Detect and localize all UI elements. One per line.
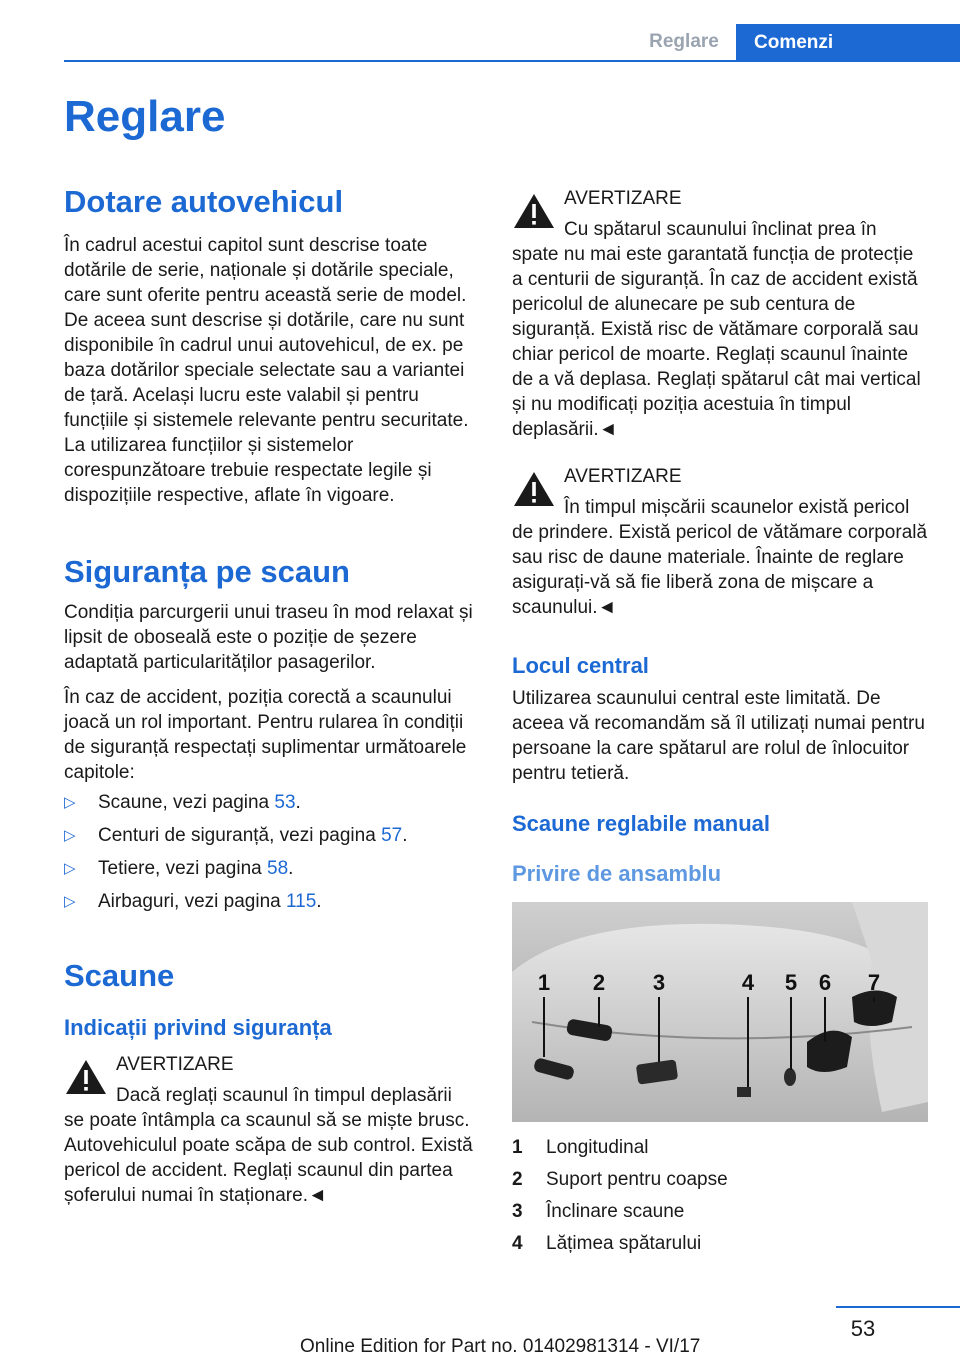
page-title: Reglare (64, 92, 226, 141)
page-link-57[interactable]: 57 (381, 825, 403, 846)
warning-first-line: Cu spătarul scaunului înclinat prea în (564, 219, 877, 240)
warning-first-line: În timpul mișcării scaunelor există pericol (564, 497, 910, 518)
warning-text: spate nu mai este garantată funcția de protecție a centurii de siguranță. În caz de accident există pericolul de alunecare pe sub centura de siguranță. Există risc de vătămare corporală sau chiar pericol de moarte. Reglați scaunul înainte de a vă deplasa. Reglați spătarul cât mai vertical și nu modificați poziția acestuia în timpul deplasării.◄ (512, 244, 921, 440)
bullet-end: . (295, 792, 301, 813)
bullet-end: . (402, 825, 408, 846)
bullet-item-airbaguri (64, 889, 480, 914)
triangle-bullet-icon: ▷ (64, 860, 76, 877)
bullet-text: Airbaguri, vezi pagina (98, 891, 286, 912)
photo-label-7: 7 (867, 970, 881, 995)
photo-label-5: 5 (784, 970, 798, 995)
warning-block-3 (512, 464, 928, 624)
seat-controls-photo (512, 902, 928, 1122)
section-title-scaune-reglabile: Scaune reglabile manual (512, 811, 770, 836)
warning-block-1 (64, 1052, 480, 1206)
tab-reglare[interactable]: Reglare (649, 31, 719, 52)
legend-number: 4 (512, 1233, 523, 1254)
legend-label: Suport pentru coapse (546, 1169, 728, 1190)
warning-text: de prindere. Există pericol de vătămare corporală sau risc de daune materiale. Înainte de reglare asigurați-vă să fie liberă zona de mișcare a scaunului.◄ (512, 522, 928, 618)
tab-comenzi[interactable]: Comenzi (736, 24, 960, 62)
bullet-end: . (316, 891, 322, 912)
triangle-bullet-icon: ▷ (64, 794, 76, 811)
warning-triangle-icon (512, 470, 556, 508)
footer-rule (836, 1306, 960, 1308)
legend-label: Înclinare scaune (546, 1201, 685, 1222)
legend-item-1 (512, 1134, 928, 1162)
photo-label-3: 3 (652, 970, 666, 995)
legend-number: 2 (512, 1169, 523, 1190)
legend-item-4 (512, 1230, 928, 1258)
section-title-siguranta: Siguranța pe scaun (64, 554, 350, 589)
header-rule (64, 60, 960, 62)
subsection-title-privire: Privire de ansamblu (512, 861, 722, 886)
bullet-item-scaune (64, 790, 480, 815)
photo-label-4: 4 (741, 970, 755, 995)
locul-central-body: Utilizarea scaunului central este limitată. De aceea vă recomandăm să îl utilizați numai pentru persoane la care spătarul are rolul de înlocuitor pentru tetieră. (512, 688, 925, 784)
subsection-title-indicatii: Indicații privind siguranța (64, 1015, 332, 1040)
section-title-scaune: Scaune (64, 958, 175, 993)
legend-item-3 (512, 1198, 928, 1226)
warning-block-2 (512, 186, 928, 446)
page-number: 53 (850, 1316, 876, 1341)
siguranta-paragraph-1: Condiția parcurgerii unui traseu în mod relaxat și lipsit de oboseală este o poziție de șezere adaptată particularităților pasagerilor. (64, 602, 473, 673)
triangle-bullet-icon: ▷ (64, 893, 76, 910)
footer-edition: Online Edition for Part no. 01402981314 - VI/17 (300, 1336, 701, 1357)
warning-triangle-icon (64, 1058, 108, 1096)
section-body-dotare: În cadrul acestui capitol sunt descrise toate dotările de serie, naționale și dotările speciale, care sunt oferite pentru această serie de model. De aceea sunt descrise și dotările, care nu sunt disponibile în cadrul unui autovehicul, de ex. pe baza dotărilor speciale selectate sau a variantei de țară. Același lucru este valabil și pentru funcțiile și sistemele relevante pentru securitate. La utilizarea funcțiilor și sistemelor corespunzătoare trebuie respectate legile și dispozițiile respective, aflate în vigoare. (64, 235, 469, 506)
section-title-dotare: Dotare autovehicul (64, 184, 344, 219)
warning-text: se poate întâmpla ca scaunul să se miște brusc. Autovehiculul poate scăpa de sub control. Există pericol de accident. Reglați scaunul din partea șoferului numai în staționare.◄ (64, 1110, 473, 1206)
page-link-58[interactable]: 58 (267, 858, 289, 879)
bullet-text: Centuri de siguranță, vezi pagina (98, 825, 382, 846)
legend-label: Longitudinal (546, 1137, 649, 1158)
warning-triangle-icon (512, 192, 556, 230)
photo-label-6: 6 (818, 970, 832, 995)
legend-number: 1 (512, 1137, 523, 1158)
warning-heading: AVERTIZARE (564, 466, 682, 487)
page-link-53[interactable]: 53 (274, 792, 296, 813)
bullet-end: . (288, 858, 294, 879)
page-link-115[interactable]: 115 (286, 891, 317, 912)
bullet-text: Tetiere, vezi pagina (98, 858, 267, 879)
photo-label-2: 2 (592, 970, 606, 995)
warning-first-line: Dacă reglați scaunul în timpul deplasării (116, 1085, 452, 1106)
bullet-item-centuri (64, 823, 480, 848)
photo-label-1: 1 (537, 970, 551, 995)
section-title-locul-central: Locul central (512, 653, 649, 678)
legend-number: 3 (512, 1201, 523, 1222)
triangle-bullet-icon: ▷ (64, 827, 76, 844)
legend-label: Lățimea spătarului (546, 1233, 702, 1254)
bullet-item-tetiere (64, 856, 480, 881)
siguranta-paragraph-2: În caz de accident, poziția corectă a scaunului joacă un rol important. Pentru rularea în condiții de siguranță respectați suplimentar următoarele capitole: (64, 687, 467, 783)
warning-heading: AVERTIZARE (564, 188, 682, 209)
legend-item-2 (512, 1166, 928, 1194)
bullet-text: Scaune, vezi pagina (98, 792, 275, 813)
warning-heading: AVERTIZARE (116, 1054, 234, 1075)
